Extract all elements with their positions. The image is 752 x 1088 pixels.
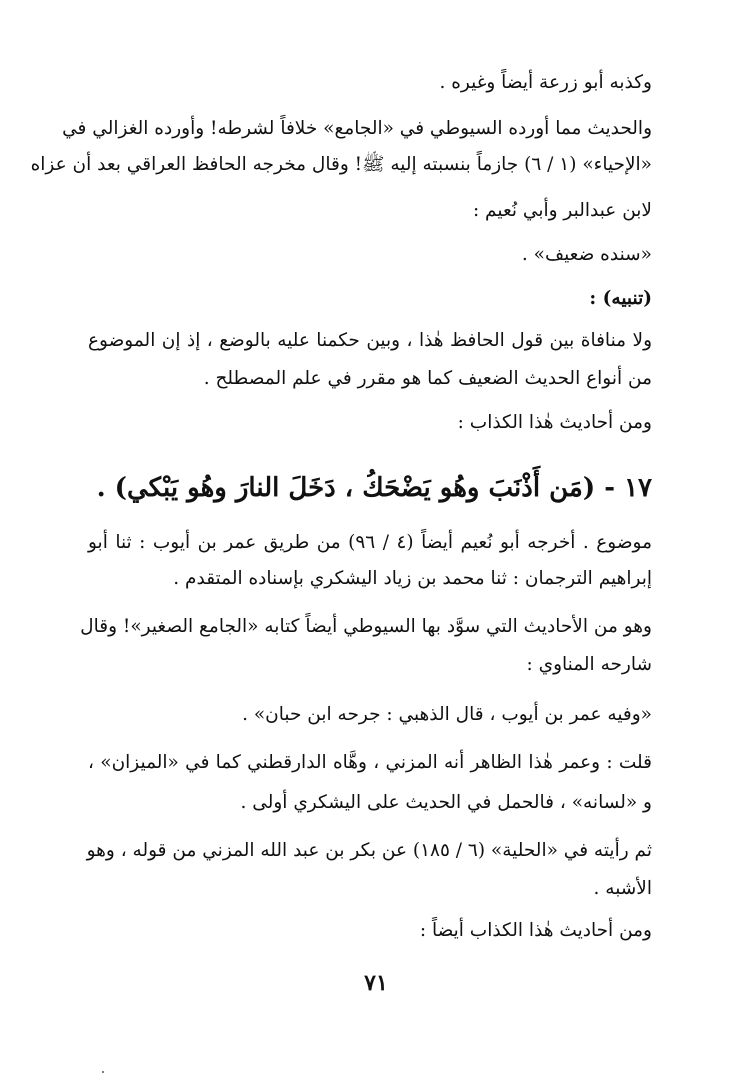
- text-line: موضوع . أخرجه أبو نُعيم أيضاً (٤ / ٩٦) من طريق عمر بن أيوب : ثنا أبو: [88, 532, 652, 553]
- text-line: الأشبه .: [593, 878, 652, 899]
- text-line: ثم رأيته في «الحلية» (٦ / ١٨٥) عن بكر بن عبد الله المزني من قوله ، وهو: [86, 840, 652, 861]
- text-line: و «لسانه» ، فالحمل في الحديث على اليشكري أولى .: [240, 792, 652, 813]
- text-line: ومن أحاديث هٰذا الكذاب :: [457, 412, 652, 433]
- page-number: ٧١: [364, 970, 388, 996]
- text-line: شارحه المناوي :: [526, 654, 652, 675]
- quoted-line: «سنده ضعيف» .: [521, 244, 652, 265]
- note-heading: (تنبيه) :: [589, 288, 652, 309]
- text-line: ومن أحاديث هٰذا الكذاب أيضاً :: [419, 920, 652, 941]
- text-line: «الإحياء» (١ / ٦) جازماً بنسبته إليه ﷺ! وقال مخرجه الحافظ العراقي بعد أن عزاه: [30, 154, 652, 175]
- text-line: وهو من الأحاديث التي سوَّد بها السيوطي أيضاً كتابه «الجامع الصغير»! وقال: [80, 616, 652, 637]
- text-line: لابن عبدالبر وأبي نُعيم :: [472, 200, 652, 221]
- text-line: وكذبه أبو زرعة أيضاً وغيره .: [439, 72, 652, 93]
- scan-speck: [102, 1071, 104, 1073]
- text-line: إبراهيم الترجمان : ثنا محمد بن زياد اليشكري بإسناده المتقدم .: [173, 568, 652, 589]
- text-line: والحديث مما أورده السيوطي في «الجامع» خلافاً لشرطه! وأورده الغزالي في: [62, 118, 652, 139]
- text-line: من أنواع الحديث الضعيف كما هو مقرر في علم المصطلح .: [203, 368, 652, 389]
- text-line: ولا منافاة بين قول الحافظ هٰذا ، وبين حكمنا عليه بالوضع ، إذ إن الموضوع: [88, 330, 652, 351]
- quoted-line: «وفيه عمر بن أيوب ، قال الذهبي : جرحه ابن حبان» .: [242, 704, 652, 725]
- text-line: قلت : وعمر هٰذا الظاهر أنه المزني ، وهَّاه الدارقطني كما في «الميزان» ،: [88, 752, 652, 773]
- hadith-heading: ١٧ - (مَن أَذْنَبَ وهُو يَضْحَكُ ، دَخَلَ النارَ وهُو يَبْكي) .: [96, 473, 652, 503]
